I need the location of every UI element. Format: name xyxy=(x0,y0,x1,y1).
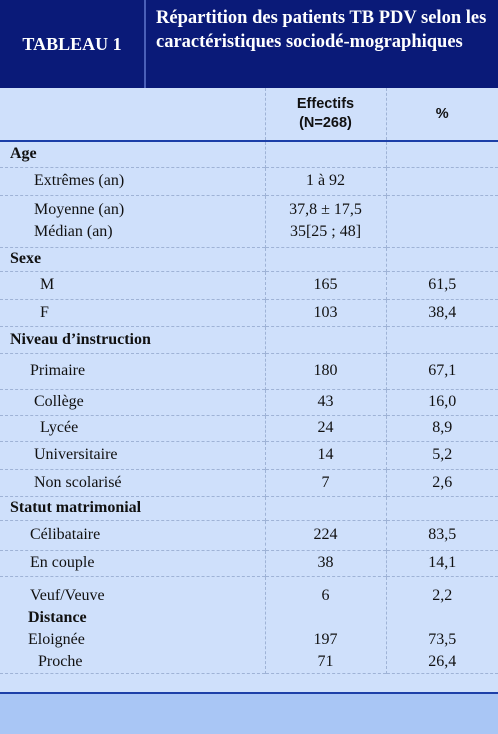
row-effectif: 71 xyxy=(317,652,334,670)
row-effectif: 7 xyxy=(265,469,386,496)
header-divider xyxy=(144,0,146,88)
table-row xyxy=(0,271,498,299)
row-percent: 8,9 xyxy=(386,415,498,441)
row-label: En couple xyxy=(30,554,95,571)
row-effectif: 224 xyxy=(265,520,386,550)
table-row-group xyxy=(0,576,498,673)
row-effectif: 37,8 ± 17,5 xyxy=(289,201,362,218)
row-label: Veuf/Veuve xyxy=(30,586,105,604)
table-row xyxy=(0,469,498,496)
row-effectif: 180 xyxy=(265,353,386,389)
table-row xyxy=(0,415,498,441)
section-row xyxy=(0,326,498,353)
table-footer-band xyxy=(0,694,498,734)
row-effectif: 165 xyxy=(265,271,386,299)
row-label: Proche xyxy=(38,652,83,670)
row-percent: 14,1 xyxy=(386,550,498,576)
row-label: Eloignée xyxy=(28,630,85,648)
table-title: Répartition des patients TB PDV selon les caractéristiques sociodé-mographiques xyxy=(156,8,487,52)
row-effectif: 35[25 ; 48] xyxy=(289,223,362,240)
row-label: Collège xyxy=(34,393,84,410)
row-percent: 67,1 xyxy=(386,353,498,389)
header-effectifs-label: Effectifs xyxy=(296,96,355,112)
header-effectifs xyxy=(265,88,386,141)
row-percent: 2,6 xyxy=(386,469,498,496)
row-effectif: 6 xyxy=(321,586,330,604)
row-percent: 2,2 xyxy=(432,586,453,604)
row-effectif: 1 à 92 xyxy=(265,167,386,195)
table-row xyxy=(0,195,498,247)
row-label: Universitaire xyxy=(34,446,118,463)
table-row xyxy=(0,353,498,389)
section-statut: Statut matrimonial xyxy=(10,499,142,516)
table-row xyxy=(0,520,498,550)
column-header-row xyxy=(0,88,498,141)
row-percent: 73,5 xyxy=(428,630,457,648)
row-effectif: 38 xyxy=(265,550,386,576)
table-row xyxy=(0,299,498,326)
section-row xyxy=(0,141,498,167)
row-label: Extrêmes (an) xyxy=(34,172,125,189)
row-percent: 26,4 xyxy=(428,652,457,670)
row-effectif: 43 xyxy=(265,389,386,415)
section-distance: Distance xyxy=(28,608,87,626)
row-percent: 38,4 xyxy=(386,299,498,326)
section-row xyxy=(0,247,498,271)
row-label: Célibataire xyxy=(30,526,101,543)
row-effectif: 14 xyxy=(265,441,386,469)
table-row xyxy=(0,167,498,195)
row-label: Médian (an) xyxy=(34,223,113,240)
table-header-bar xyxy=(0,0,498,88)
row-label: Moyenne (an) xyxy=(34,201,125,218)
row-percent: 61,5 xyxy=(386,271,498,299)
table-row xyxy=(0,389,498,415)
row-percent: 5,2 xyxy=(386,441,498,469)
row-effectif: 197 xyxy=(313,630,338,648)
data-table xyxy=(0,88,498,674)
section-sexe: Sexe xyxy=(10,250,42,267)
table-row xyxy=(0,550,498,576)
section-age: Age xyxy=(10,145,37,163)
header-empty-cell xyxy=(0,88,265,141)
section-row xyxy=(0,496,498,520)
row-percent: 16,0 xyxy=(386,389,498,415)
row-label: F xyxy=(40,303,49,321)
table-number: TABLEAU 1 xyxy=(22,33,122,54)
row-label: Primaire xyxy=(30,362,86,379)
row-percent: 83,5 xyxy=(386,520,498,550)
row-effectif: 103 xyxy=(265,299,386,326)
section-niveau: Niveau d’instruction xyxy=(10,330,151,348)
table-row xyxy=(0,441,498,469)
row-label: Lycée xyxy=(40,419,79,436)
row-label: M xyxy=(40,276,55,293)
row-effectif: 24 xyxy=(265,415,386,441)
header-percent: % xyxy=(386,88,498,141)
header-effectifs-n: (N=268) xyxy=(299,115,352,131)
row-label: Non scolarisé xyxy=(34,473,122,491)
